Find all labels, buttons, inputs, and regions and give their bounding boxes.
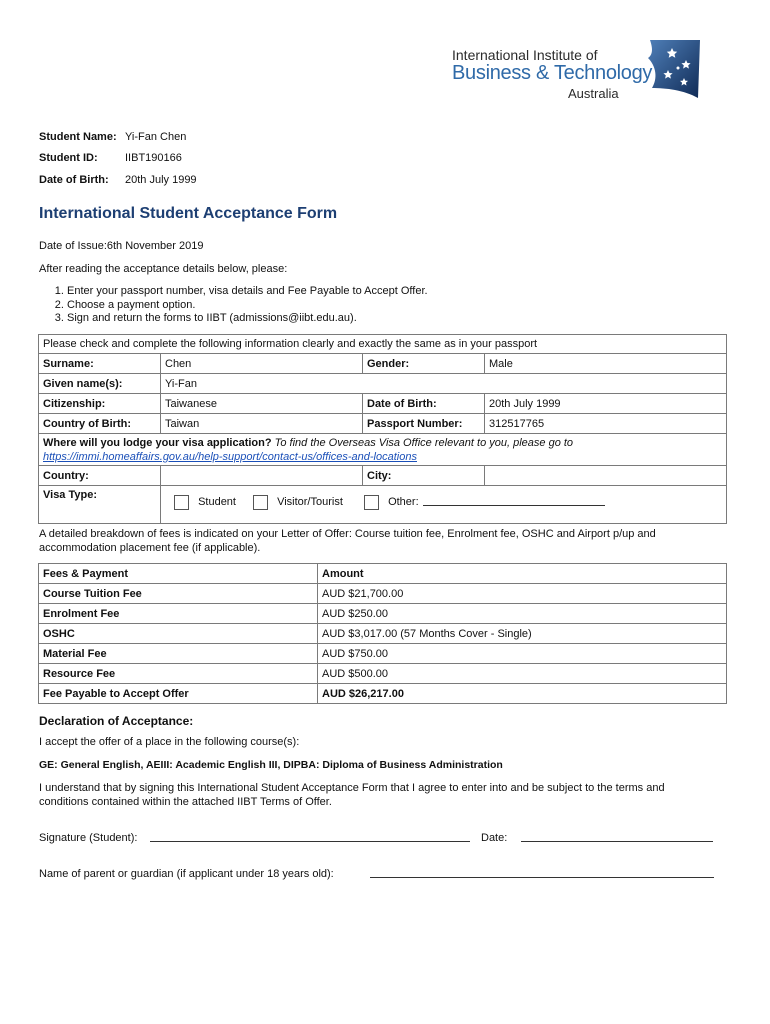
city-label: City: <box>363 466 485 486</box>
passport-dob-label: Date of Birth: <box>363 394 485 414</box>
student-id-value: IIBT190166 <box>125 152 182 164</box>
guardian-label: Name of parent or guardian (if applicant under 18 years old): <box>39 868 334 880</box>
citizenship-label: Citizenship: <box>39 394 161 414</box>
student-name-label: Student Name: <box>39 131 117 143</box>
student-checkbox[interactable] <box>174 495 189 510</box>
country-of-birth-label: Country of Birth: <box>39 414 161 434</box>
visa-type-label: Visa Type: <box>39 486 161 524</box>
declaration-understand-2: conditions contained within the attached IIBT Terms of Offer. <box>39 796 332 808</box>
visa-lodge-hint: To find the Overseas Visa Office relevant to you, please go to <box>271 436 574 449</box>
step-item: 3. Sign and return the forms to IIBT (admissions@iibt.edu.au). <box>67 312 428 326</box>
visa-lodge-question: Where will you lodge your visa application? <box>43 436 272 449</box>
student-id-label: Student ID: <box>39 152 98 164</box>
gender-value[interactable]: Male <box>485 354 727 374</box>
table-row <box>39 584 727 604</box>
citizenship-value[interactable]: Taiwanese <box>161 394 363 414</box>
surname-label: Surname: <box>39 354 161 374</box>
passport-table-header: Please check and complete the following information clearly and exactly the same as in your passport <box>39 335 727 354</box>
fees-note-line-1: A detailed breakdown of fees is indicated on your Letter of Offer: Course tuition fee, Enrolment fee, OSHC and Airport p/up and <box>39 528 656 540</box>
passport-dob-value[interactable]: 20th July 1999 <box>485 394 727 414</box>
date-label: Date: <box>481 832 508 844</box>
country-value[interactable] <box>161 466 363 486</box>
declaration-accept: I accept the offer of a place in the following course(s): <box>39 736 300 748</box>
gender-label: Gender: <box>363 354 485 374</box>
fee-amount: AUD $500.00 <box>318 664 727 684</box>
given-names-label: Given name(s): <box>39 374 161 394</box>
logo-line-3: Australia <box>568 86 619 101</box>
visa-option-student[interactable] <box>174 495 236 510</box>
fee-total-amount: AUD $26,217.00 <box>318 684 727 704</box>
visa-option-other[interactable] <box>364 495 419 510</box>
fee-label: Enrolment Fee <box>39 604 318 624</box>
signature-line[interactable] <box>150 841 470 842</box>
table-row-total <box>39 684 727 704</box>
fee-label: Resource Fee <box>39 664 318 684</box>
passport-number-label: Passport Number: <box>363 414 485 434</box>
table-row <box>39 604 727 624</box>
passport-number-value[interactable]: 312517765 <box>485 414 727 434</box>
visa-office-link[interactable]: https://immi.homeaffairs.gov.au/help-support/contact-us/offices-and-locations <box>43 450 417 463</box>
instruction-steps <box>39 285 428 326</box>
intro-text: After reading the acceptance details below, please: <box>39 263 288 275</box>
visitor-option-label: Visitor/Tourist <box>277 496 343 509</box>
date-line[interactable] <box>521 841 713 842</box>
form-title: International Student Acceptance Form <box>39 205 338 222</box>
fees-table <box>38 563 727 704</box>
fees-note-line-2: accommodation placement fee (if applicable). <box>39 542 261 554</box>
passport-details-table <box>38 334 727 524</box>
student-option-label: Student <box>198 496 236 509</box>
fee-amount: AUD $250.00 <box>318 604 727 624</box>
visitor-checkbox[interactable] <box>253 495 268 510</box>
logo-line-2: Business & Technology <box>452 62 653 84</box>
country-of-birth-value[interactable]: Taiwan <box>161 414 363 434</box>
given-names-value[interactable]: Yi-Fan <box>161 374 727 394</box>
issue-date: Date of Issue:6th November 2019 <box>39 240 204 252</box>
fee-label: Course Tuition Fee <box>39 584 318 604</box>
step-item: 1. Enter your passport number, visa details and Fee Payable to Accept Offer. <box>67 285 428 299</box>
country-label: Country: <box>39 466 161 486</box>
fees-header-label: Fees & Payment <box>39 564 318 584</box>
visa-lodge-cell <box>39 434 727 466</box>
fee-label: OSHC <box>39 624 318 644</box>
fee-amount: AUD $21,700.00 <box>318 584 727 604</box>
table-row <box>39 644 727 664</box>
step-item: 2. Choose a payment option. <box>67 299 428 313</box>
declaration-understand-1: I understand that by signing this International Student Acceptance Form that I agree to enter into and be subject to the terms and <box>39 782 665 794</box>
student-dob-label: Date of Birth: <box>39 174 109 186</box>
city-value[interactable] <box>485 466 727 486</box>
student-name-value: Yi-Fan Chen <box>125 131 187 143</box>
iibt-logo <box>452 38 702 104</box>
fee-total-label: Fee Payable to Accept Offer <box>39 684 318 704</box>
guardian-line[interactable] <box>370 877 714 878</box>
signature-label: Signature (Student): <box>39 832 138 844</box>
southern-cross-logo-icon <box>644 38 702 100</box>
surname-value[interactable]: Chen <box>161 354 363 374</box>
logo-line-1: International Institute of <box>452 47 598 63</box>
declaration-title: Declaration of Acceptance: <box>39 714 194 728</box>
table-row <box>39 664 727 684</box>
fee-amount: AUD $3,017.00 (57 Months Cover - Single) <box>318 624 727 644</box>
student-dob-value: 20th July 1999 <box>125 174 197 186</box>
table-row <box>39 624 727 644</box>
other-checkbox[interactable] <box>364 495 379 510</box>
fee-label: Material Fee <box>39 644 318 664</box>
visa-option-visitor[interactable] <box>253 495 343 510</box>
declaration-courses: GE: General English, AEIII: Academic English III, DIPBA: Diploma of Business Administration <box>39 759 503 771</box>
other-option-label: Other: <box>388 496 419 509</box>
other-visa-line[interactable] <box>423 505 605 506</box>
visa-type-options <box>161 486 727 524</box>
fees-header-amount: Amount <box>318 564 727 584</box>
fee-amount: AUD $750.00 <box>318 644 727 664</box>
